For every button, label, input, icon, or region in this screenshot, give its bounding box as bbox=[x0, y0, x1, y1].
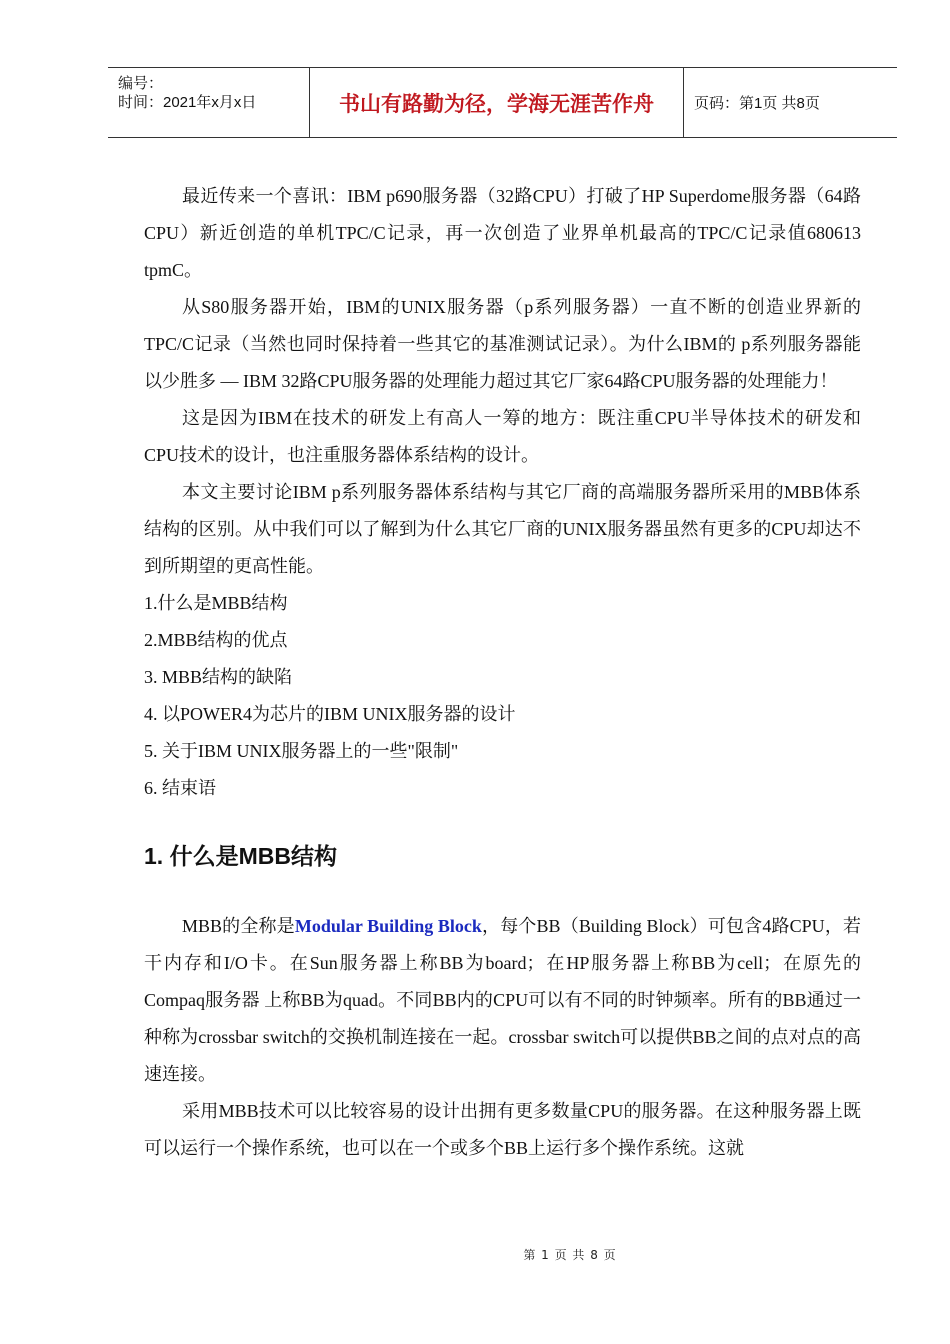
paragraph-text: MBB的全称是 bbox=[182, 916, 295, 936]
header-page-info: 页码：第1页 共8页 bbox=[694, 95, 820, 112]
paragraph-text: ，每个BB（Building Block）可包含4路CPU，若干内存和I/O卡。在Sun服务器上称BB为board；在HP服务器上称BB为cell；在原先的Compaq服务器 上称BB为quad。不同BB内的CPU可以有不同的时钟频率。所有的BB通过一种称为crossbar switch的交换机制连接在一起。crossbar switch可以提供BB之间的点对点的高速连接。 bbox=[144, 916, 861, 1084]
footer-page-number: 第 1 页 共 8 页 bbox=[523, 1248, 617, 1262]
document-body bbox=[144, 178, 861, 1167]
paragraph: 最近传来一个喜讯：IBM p690服务器（32路CPU）打破了HP Superdome服务器（64路CPU）新近创造的单机TPC/C记录，再一次创造了业界单机最高的TPC/C记录值680613 tpmC。 bbox=[144, 186, 861, 280]
paragraph: 这是因为IBM在技术的研发上有高人一筹的地方：既注重CPU半导体技术的研发和CPU技术的设计，也注重服务器体系结构的设计。 bbox=[144, 408, 861, 465]
toc-item: 2.MBB结构的优点 bbox=[144, 630, 288, 650]
date-label: 时间：2021年x月x日 bbox=[118, 94, 257, 111]
toc-item: 3. MBB结构的缺陷 bbox=[144, 667, 293, 687]
paragraph: 本文主要讨论IBM p系列服务器体系结构与其它厂商的高端服务器所采用的MBB体系结构的区别。从中我们可以了解到为什么其它厂商的UNIX服务器虽然有更多的CPU却达不到所期望的更高性能。 bbox=[144, 482, 861, 576]
toc-item: 1.什么是MBB结构 bbox=[144, 593, 288, 613]
header-meta bbox=[108, 68, 309, 137]
page-footer bbox=[0, 1246, 950, 1263]
toc-item: 6. 结束语 bbox=[144, 778, 216, 798]
document-header bbox=[108, 67, 897, 138]
id-label: 编号： bbox=[118, 75, 164, 92]
section-paragraph: 采用MBB技术可以比较容易的设计出拥有更多数量CPU的服务器。在这种服务器上既可以运行一个操作系统，也可以在一个或多个BB上运行多个操作系统。这就 bbox=[144, 1101, 861, 1158]
paragraph: 从S80服务器开始，IBM的UNIX服务器（p系列服务器）一直不断的创造业界新的TPC/C记录（当然也同时保持着一些其它的基准测试记录）。为什么IBM的 p系列服务器能以少胜多 — IBM 32路CPU服务器的处理能力超过其它厂家64路CPU服务器的处理能力！ bbox=[144, 297, 861, 391]
toc-item: 5. 关于IBM UNIX服务器上的一些"限制" bbox=[144, 741, 459, 761]
section-heading: 1. 什么是MBB结构 bbox=[144, 843, 337, 869]
section-paragraph bbox=[144, 908, 861, 1093]
highlight-term: Modular Building Block bbox=[294, 916, 482, 936]
toc-item: 4. 以POWER4为芯片的IBM UNIX服务器的设计 bbox=[144, 704, 516, 724]
header-motto: 书山有路勤为径，学海无涯苦作舟 bbox=[309, 68, 684, 137]
